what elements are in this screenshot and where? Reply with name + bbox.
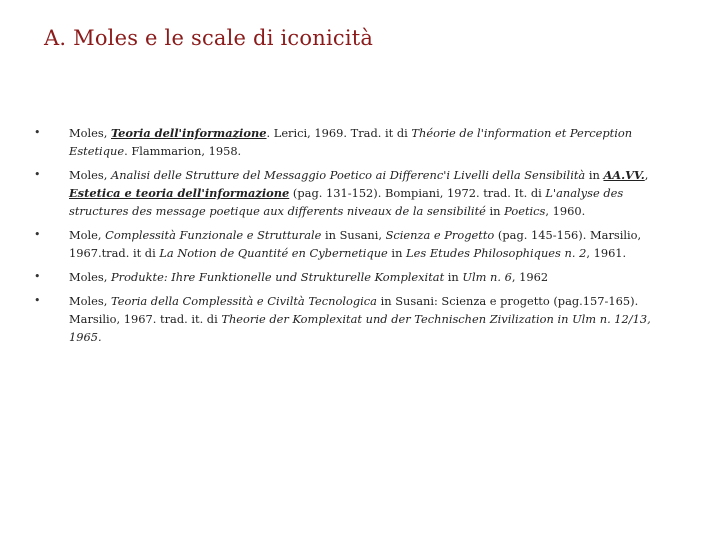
reference-segment: Teoria della Complessità e Civiltà Tecnologica [111, 294, 377, 308]
bibliography-item [34, 292, 684, 346]
reference-segment: Ulm n. 6 [462, 270, 512, 284]
bullet-icon: • [34, 228, 41, 241]
reference-segment: Théorie de l'information et Perception Estetique [69, 126, 633, 158]
reference-segment: in Susani: Scienza e progetto (pag.157-165). Marsilio, 1967. trad. it. di [69, 294, 639, 326]
bibliography-item [34, 124, 684, 160]
reference-segment: Produkte: Ihre Funktionelle und Strukturelle Komplexitat [111, 270, 445, 284]
reference-segment: Complessità Funzionale e Strutturale [105, 228, 322, 242]
reference-segment: . Flammarion, 1958. [124, 144, 242, 158]
reference-segment: in [444, 270, 463, 284]
reference-segment: Les Etudes Philosophiques n. 2 [406, 246, 587, 260]
slide-title: A. Moles e le scale di iconicità [44, 26, 374, 50]
reference-segment: in [387, 246, 407, 260]
reference-segment: in [485, 204, 505, 218]
reference-segment: (pag. 145-156). Marsilio, 1967.trad. it di [69, 228, 642, 260]
reference-segment: (pag. 131-152). Bompiani, 1972. trad. It. di [289, 186, 546, 200]
reference-segment: Moles, [69, 168, 111, 182]
reference-segment: in [585, 168, 604, 182]
reference-segment: La Notion de Quantité en Cybernetique [159, 246, 388, 260]
reference-segment: L'analyse des structures des message poetique aux differents niveaux de la sensibilité [69, 186, 624, 218]
bullet-icon: • [34, 168, 41, 181]
reference-segment: , [644, 168, 649, 182]
reference-segment: AA.VV. [603, 168, 645, 182]
reference-segment: in Susani, [321, 228, 386, 242]
bullet-icon: • [34, 270, 41, 283]
reference-segment: Moles, [69, 270, 111, 284]
reference-segment: Teoria dell'informazione [111, 126, 267, 140]
reference-segment: Scienza e Progetto [385, 228, 495, 242]
reference-segment: Poetics [504, 204, 546, 218]
reference-segment: , 1961. [586, 246, 627, 260]
reference-segment: Moles, [69, 294, 111, 308]
bibliography-item [34, 268, 684, 286]
bibliography-item [34, 226, 684, 262]
reference-segment: Theorie der Komplexitat und der Technischen Zivilization in Ulm n. 12/13, 1965. [69, 312, 651, 344]
reference-segment: Estetica e teoria dell'informazione [69, 186, 290, 200]
reference-text [69, 126, 632, 158]
bullet-icon: • [34, 126, 41, 139]
bibliography-item [34, 166, 684, 220]
bibliography-list [34, 124, 684, 352]
reference-text [69, 294, 651, 344]
reference-segment: , 1962 [511, 270, 549, 284]
reference-segment: Mole, [69, 228, 106, 242]
reference-segment: Moles, [69, 126, 111, 140]
reference-text [69, 270, 548, 284]
reference-segment: , 1960. [545, 204, 586, 218]
reference-segment: Analisi delle Strutture del Messaggio Poetico ai Differenc'i Livelli della Sensibilità [111, 168, 586, 182]
bullet-icon: • [34, 294, 41, 307]
reference-segment: . Lerici, 1969. Trad. it di [266, 126, 412, 140]
reference-text [69, 228, 641, 260]
reference-text [69, 168, 648, 218]
